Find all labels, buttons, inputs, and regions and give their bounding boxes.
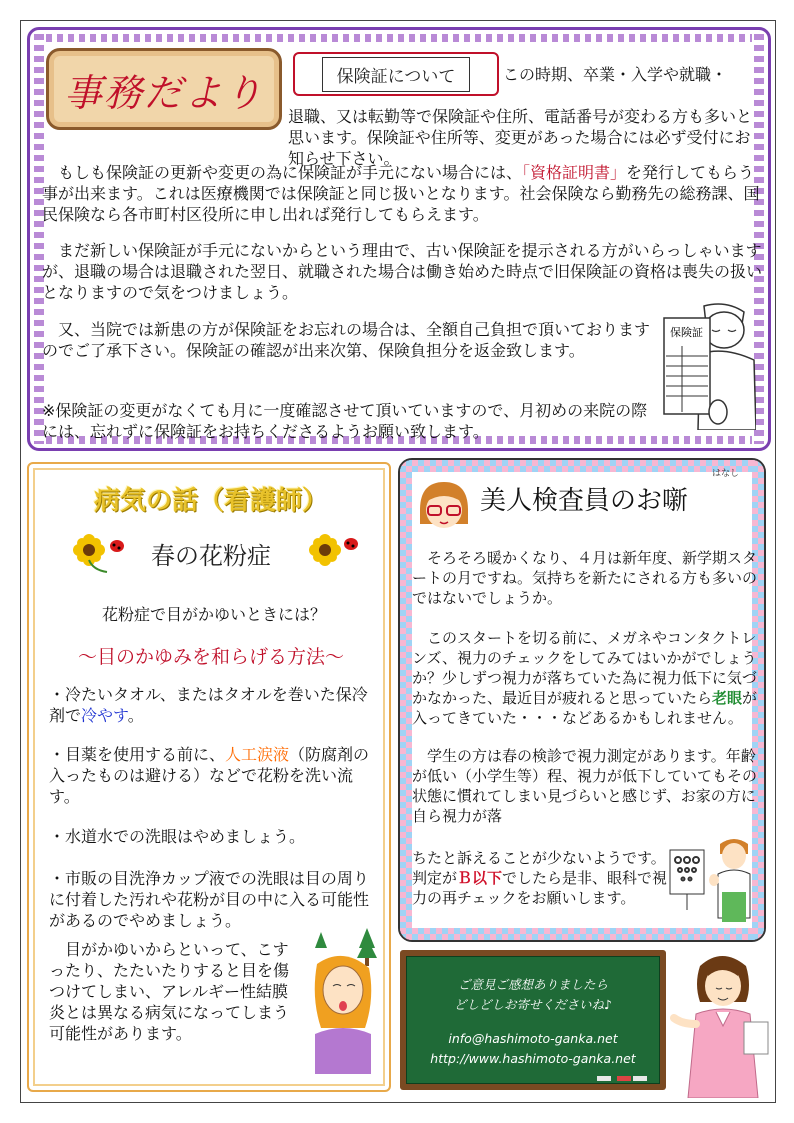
jimu-title: 事務だより (63, 70, 264, 115)
bijin-paragraph-3: 学生の方は春の検診で視力測定があります。年齢が低い（小学生等）程、視力が低下していてもその状態に慣れてしまい見づらいと感じず、お家の方に自ら視力が落 (412, 747, 758, 825)
bijin-paragraph-4: ちたと訴えることが少ないようです。判定がＢ以下でしたら是非、眼科で視力の再チェックをお願いします。 (412, 849, 668, 907)
method-heading: ～目のかゆみを和らげる方法～ (77, 646, 344, 668)
itchy-eyes-woman-illustration (301, 924, 387, 1074)
contact-chalkboard (400, 950, 666, 1090)
jimu-paragraph-4: ※保険証の変更がなくても月に一度確認させて頂いていますので、月初めの来院の際には、忘れずに保険証をお持ちくださるようお願い致します。 (42, 401, 648, 441)
jimu-title-plaque (46, 48, 282, 130)
board-line-2: どしどしお寄せくださいね♪ (454, 997, 612, 1012)
byoki-title: 病気の話（看護師） (93, 486, 328, 516)
byoki-section (27, 462, 391, 1092)
kafun-title: 春の花粉症 (151, 542, 271, 570)
presenter-woman-illustration (668, 948, 772, 1098)
tip-1: ・冷たいタオル、またはタオルを巻いた保冷剤で冷やす。 (49, 685, 368, 725)
p1-highlight: 「資格証明書」 (522, 163, 627, 182)
bijin-title: 美人検査員のお噺 (480, 486, 689, 516)
roogan-highlight: 老眼 (712, 689, 743, 707)
tip-3: ・水道水での洗眼はやめましょう。 (49, 827, 306, 846)
jimu-paragraph-2: まだ新しい保険証が手元にないからという理由で、古い保険証を提示される方がいらっしゃいますが、退職の場合は退職された翌日、就職された場合は働き始めた時点で旧保険証の資格は喪失の扱いとなりますので気をつけましょう。 (42, 241, 763, 302)
sunflower-ladybug-icon (301, 530, 361, 574)
tip-2: ・目薬を使用する前に、人工涙液（防腐剤の入ったものは避ける）などで花粉を洗い流す。 (49, 745, 370, 806)
hokensho-tag (293, 52, 499, 96)
grade-highlight: Ｂ以下 (457, 869, 503, 887)
bijin-paragraph-1: そろそろ暖かくなり、４月は新年度、新学期スタートの月ですね。気持ちを新たにされる方も多いのではないでしょうか。 (412, 549, 758, 607)
tip-1-highlight: 冷やす (81, 706, 128, 725)
jimu-paragraph-1 (42, 162, 768, 225)
tip-4: ・市販の目洗浄カップ液での洗眼は目の周りに付着した汚れや花粉が目の中に入る可能性があるのでやめましょう。 (49, 869, 370, 930)
hokensho-tag-label: 保険証について (322, 57, 471, 92)
title-ruby: はなし (712, 469, 740, 479)
tip-2-highlight: 人工涙液 (225, 745, 290, 764)
insurance-card-text (670, 325, 703, 339)
svg-text:保険証: 保険証 (670, 326, 703, 339)
chalk-piece (617, 1076, 631, 1081)
bijin-section (398, 458, 766, 942)
intro-line1: この時期、卒業・入学や就職・ (503, 65, 728, 84)
website-url[interactable]: http://www.hashimoto-ganka.net (430, 1051, 636, 1066)
kafun-header (29, 530, 393, 574)
intro-line2: 退職、又は転勤等で保険証や住所、電話番号が変わる方も多いと思います。保険証や住所等、変更があった場合には必ず受付にお知らせ下さい。 (288, 107, 753, 168)
nurse-card-illustration (656, 300, 756, 430)
chalkboard-surface (406, 956, 660, 1084)
board-line-1: ご意見ご感想ありましたら (457, 977, 608, 992)
p1-text-a: もしも保険証の更新や変更の為に保険証が手元にない場合には、 (58, 163, 523, 182)
inspector-face-icon (414, 478, 472, 534)
eye-chart-nurse-illustration (668, 832, 756, 932)
warning-text: 目がかゆいからといって、こすったり、たたいたりすると目を傷つけてしまい、アレルギー性結膜炎とは異なる病気になってしまう可能性があります。 (49, 940, 290, 1043)
contact-email[interactable]: info@hashimoto-ganka.net (448, 1031, 618, 1046)
chalk-piece (633, 1076, 647, 1081)
bijin-paragraph-2: このスタートを切る前に、メガネやコンタクトレンズ、視力のチェックをしてみてはいかがでしょうか？少しずつ視力が落ちていた為に視力低下に気づかなかった、最近目が疲れると思っていたら老眼が入ってきていた・・・などあるかもしれません。 (412, 629, 758, 727)
p1-text-b: を発行してもらう事が出来ます。これは医療機関では保険証と同じ扱いとなります。社会保険なら勤務先の総務課、国民保険なら各市町村区役所に申し出れば発行してもらえます。 (42, 163, 760, 224)
jimu-paragraph-3: 又、当院では新患の方が保険証をお忘れの場合は、全額自己負担で頂いておりますのでご了承下さい。保険証の確認が出来次第、保険負担分を返金致します。 (42, 320, 651, 360)
sunflower-ladybug-icon (69, 530, 129, 574)
kafun-question: 花粉症で目がかゆいときには？ (101, 605, 326, 624)
chalk-piece (597, 1076, 611, 1081)
